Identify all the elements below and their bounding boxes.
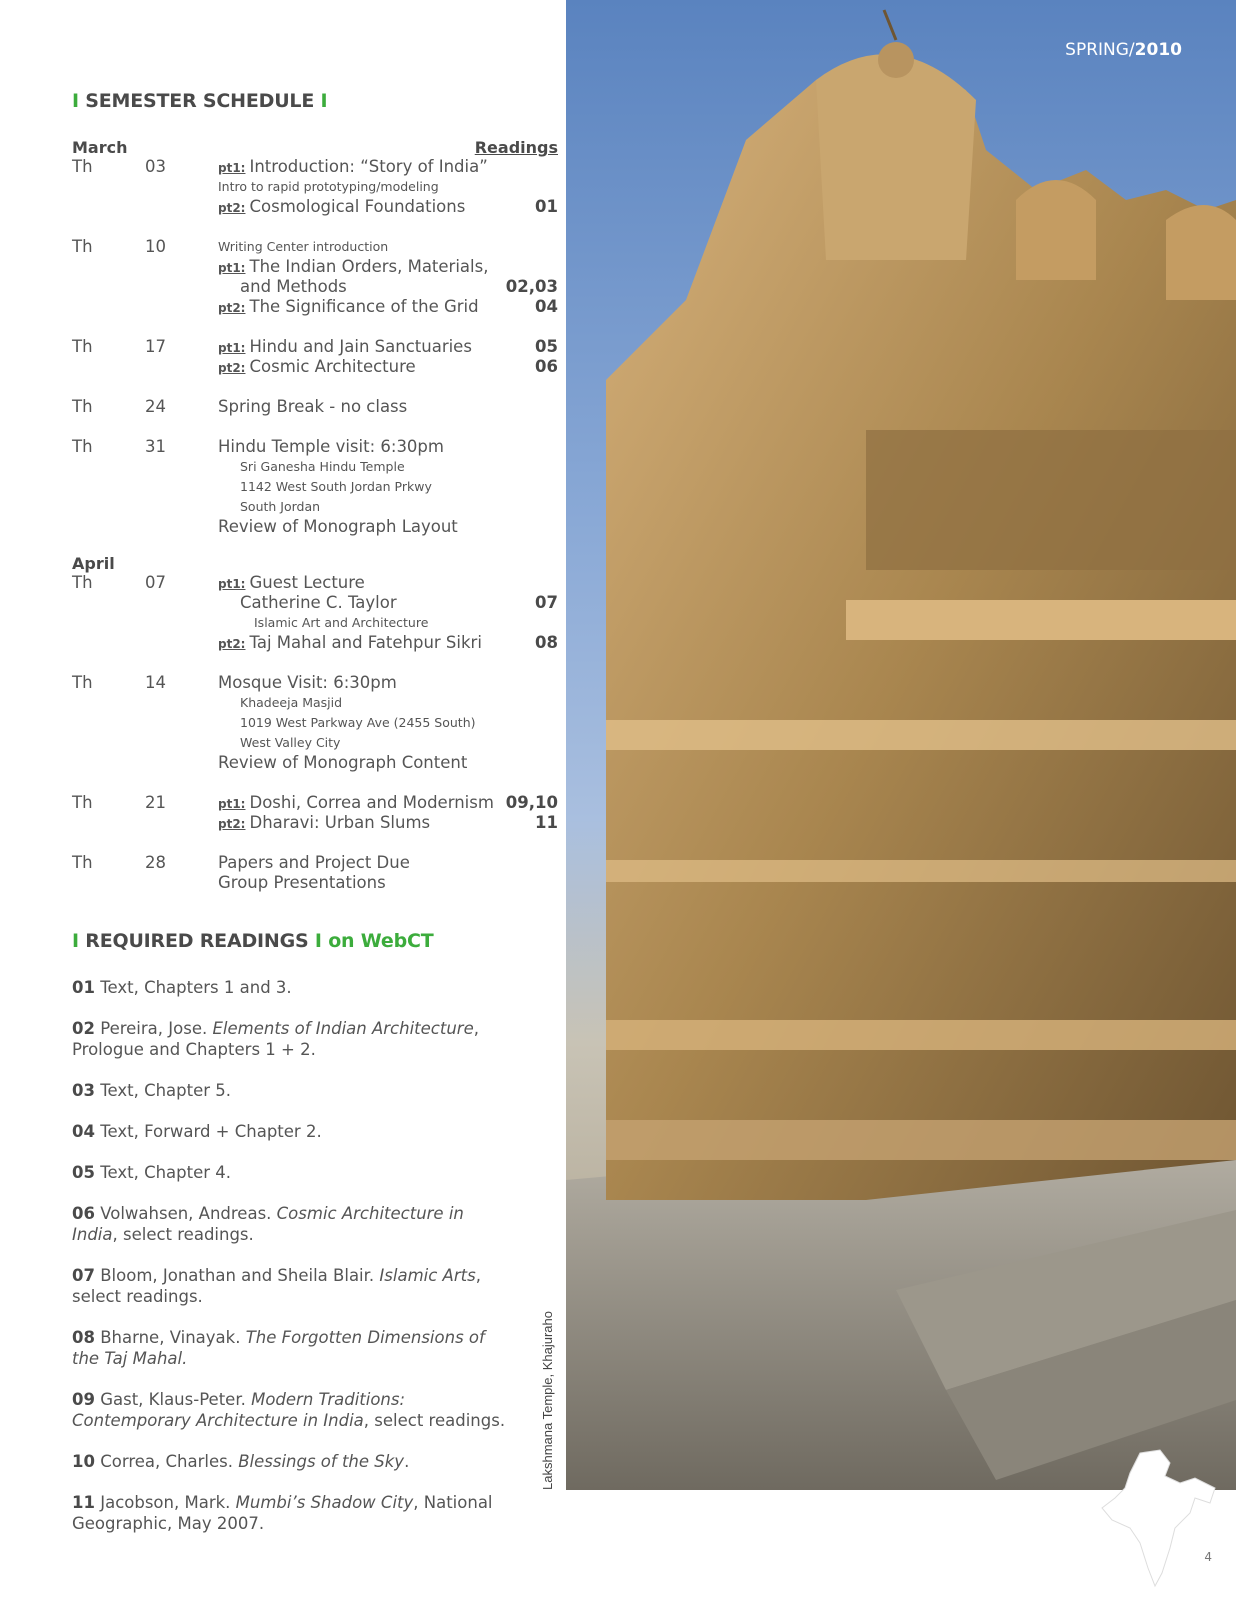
semester-label: SPRING/2010 [1065, 40, 1182, 60]
part-label: pt2: [218, 817, 246, 831]
session-title-cont: and Methods [240, 277, 347, 296]
reading-number: 05 [72, 1163, 95, 1182]
reading-number: 02 [72, 1019, 95, 1038]
session-title: Hindu and Jain Sanctuaries [249, 337, 472, 356]
schedule-entry [72, 853, 558, 913]
schedule-entry [72, 337, 558, 397]
entry-line [218, 237, 558, 257]
reading-author: Bloom, Jonathan and Sheila Blair. [100, 1266, 380, 1285]
entry-line [218, 873, 558, 893]
session-title-cont: Catherine C. Taylor [240, 593, 397, 612]
reading-title: The Forgotten Dimensions of the Taj Mahal. [72, 1328, 485, 1368]
entry-line [218, 337, 558, 357]
entry-line [218, 357, 558, 377]
temple-photo [566, 0, 1236, 1490]
reading-title: Elements of Indian Architecture [212, 1019, 474, 1038]
reading-author: Correa, Charles. [100, 1452, 239, 1471]
session-title: Hindu Temple visit: 6:30pm [218, 437, 444, 456]
reading-number: 07 [535, 593, 558, 612]
entry-date: 28 [145, 853, 166, 872]
entry-day: Th [72, 237, 93, 256]
part-label: pt1: [218, 341, 246, 355]
reading-author: Text, Forward + Chapter 2. [100, 1122, 322, 1141]
schedule-entry [72, 437, 558, 557]
entry-date: 14 [145, 673, 166, 692]
reading-number: 04 [535, 297, 558, 316]
entry-line [218, 693, 558, 713]
part-label: pt1: [218, 797, 246, 811]
reading-item [72, 1162, 512, 1183]
entry-date: 07 [145, 573, 166, 592]
part-label: pt2: [218, 301, 246, 315]
session-title: Guest Lecture [249, 573, 365, 592]
reading-number: 06 [72, 1204, 95, 1223]
session-title: Mosque Visit: 6:30pm [218, 673, 397, 692]
reading-title: Blessings of the Sky [238, 1452, 405, 1471]
entry-line [218, 753, 558, 773]
reading-detail: , Prologue and Chapters 1 + 2. [72, 1019, 479, 1059]
reading-item [72, 1018, 512, 1060]
entry-day: Th [72, 157, 93, 176]
reading-author: Jacobson, Mark. [100, 1493, 236, 1512]
entry-line [218, 397, 558, 417]
reading-item [72, 1327, 512, 1369]
reading-number: 01 [72, 978, 95, 997]
reading-detail: , select readings. [363, 1411, 506, 1430]
april-schedule [72, 573, 558, 913]
entry-line [218, 593, 558, 613]
reading-author: Gast, Klaus-Peter. [100, 1390, 252, 1409]
entry-date: 21 [145, 793, 166, 812]
reading-number: 10 [72, 1452, 95, 1471]
entry-line [218, 517, 558, 537]
session-title: The Indian Orders, Materials, [249, 257, 489, 276]
entry-line [218, 157, 558, 177]
reading-detail: . [404, 1452, 410, 1471]
reading-item [72, 1492, 512, 1534]
reading-author: Text, Chapter 4. [100, 1163, 232, 1182]
month-label-march: March [72, 138, 128, 157]
session-note: Intro to rapid prototyping/modeling [218, 179, 439, 194]
india-map-icon [1100, 1448, 1220, 1588]
entry-line [218, 793, 558, 813]
reading-item [72, 1203, 512, 1245]
reading-number: 05 [535, 337, 558, 356]
reading-item [72, 1389, 512, 1431]
session-title: Cosmic Architecture [249, 357, 416, 376]
reading-number: 07 [72, 1266, 95, 1285]
reading-author: Text, Chapters 1 and 3. [100, 978, 292, 997]
reading-title: Islamic Arts [379, 1266, 476, 1285]
reading-author: Text, Chapter 5. [100, 1081, 232, 1100]
reading-detail: , select readings. [112, 1225, 254, 1244]
temple-illustration [566, 0, 1236, 1490]
reading-title: Modern Traditions: Contemporary Architecture in India [72, 1390, 406, 1430]
part-label: pt2: [218, 637, 246, 651]
entry-line [218, 573, 558, 593]
entry-line [218, 457, 558, 477]
entry-day: Th [72, 397, 93, 416]
session-title: Doshi, Correa and Modernism [249, 793, 494, 812]
entry-date: 17 [145, 337, 166, 356]
entry-day: Th [72, 853, 93, 872]
entry-line [218, 853, 558, 873]
part-label: pt1: [218, 261, 246, 275]
session-title: Cosmological Foundations [249, 197, 466, 216]
entry-date: 31 [145, 437, 166, 456]
entry-date: 03 [145, 157, 166, 176]
entry-date: 10 [145, 237, 166, 256]
session-detail: Islamic Art and Architecture [254, 615, 429, 630]
entry-day: Th [72, 673, 93, 692]
entry-line [218, 613, 558, 633]
session-title: Review of Monograph Layout [218, 517, 458, 536]
entry-line [218, 177, 558, 197]
reading-detail: , select readings. [72, 1266, 481, 1306]
session-title: Spring Break - no class [218, 397, 408, 416]
reading-number: 08 [72, 1328, 95, 1347]
schedule-entry [72, 237, 558, 337]
entry-day: Th [72, 793, 93, 812]
session-title: Review of Monograph Content [218, 753, 468, 772]
schedule-entry [72, 793, 558, 853]
session-title: The Significance of the Grid [249, 297, 479, 316]
reading-item [72, 1265, 512, 1307]
reading-title: Cosmic Architecture in India [72, 1204, 464, 1244]
semester-schedule-heading: I SEMESTER SCHEDULE I [72, 90, 328, 112]
reading-author: Bharne, Vinayak. [100, 1328, 246, 1347]
reading-number: 09,10 [505, 793, 558, 812]
entry-line [218, 197, 558, 217]
march-schedule [72, 157, 558, 557]
session-title: Group Presentations [218, 873, 386, 892]
page-number: 4 [1204, 1550, 1212, 1564]
entry-line [218, 733, 558, 753]
part-label: pt2: [218, 201, 246, 215]
entry-day: Th [72, 573, 93, 592]
entry-line [218, 813, 558, 833]
part-label: pt2: [218, 361, 246, 375]
schedule-entry [72, 673, 558, 793]
session-detail: West Valley City [240, 735, 341, 750]
reading-author: Pereira, Jose. [100, 1019, 213, 1038]
reading-number: 03 [72, 1081, 95, 1100]
reading-detail: , National Geographic, May 2007. [72, 1493, 493, 1533]
month-label-april: April [72, 554, 115, 573]
entry-line [218, 497, 558, 517]
reading-number: 11 [535, 813, 558, 832]
session-detail: Khadeeja Masjid [240, 695, 343, 710]
reading-item [72, 1451, 512, 1472]
reading-title: Mumbi’s Shadow City [235, 1493, 414, 1512]
readings-list [72, 977, 512, 1554]
reading-author: Volwahsen, Andreas. [100, 1204, 277, 1223]
required-readings-heading: I REQUIRED READINGS I on WebCT [72, 930, 434, 952]
entry-line [218, 713, 558, 733]
readings-column-header: Readings [474, 138, 558, 157]
session-note: Writing Center introduction [218, 239, 389, 254]
session-detail: South Jordan [240, 499, 321, 514]
reading-item [72, 977, 512, 998]
session-detail: Sri Ganesha Hindu Temple [240, 459, 405, 474]
photo-caption: Lakshmana Temple, Khajuraho [540, 1311, 555, 1490]
reading-number: 09 [72, 1390, 95, 1409]
reading-number: 01 [535, 197, 558, 216]
reading-number: 11 [72, 1493, 95, 1512]
schedule-entry [72, 157, 558, 237]
schedule-column [0, 0, 566, 1600]
entry-line [218, 297, 558, 317]
entry-day: Th [72, 437, 93, 456]
session-detail: 1019 West Parkway Ave (2455 South) [240, 715, 476, 730]
entry-line [218, 673, 558, 693]
session-detail: 1142 West South Jordan Prkwy [240, 479, 432, 494]
reading-number: 04 [72, 1122, 95, 1141]
entry-line [218, 437, 558, 457]
reading-number: 02,03 [505, 277, 558, 296]
entry-line [218, 633, 558, 653]
entry-day: Th [72, 337, 93, 356]
reading-item [72, 1121, 512, 1142]
part-label: pt1: [218, 161, 246, 175]
session-title: Taj Mahal and Fatehpur Sikri [249, 633, 482, 652]
entry-line [218, 257, 558, 277]
entry-line [218, 477, 558, 497]
entry-date: 24 [145, 397, 166, 416]
reading-number: 08 [535, 633, 558, 652]
reading-item [72, 1080, 512, 1101]
entry-line [218, 277, 558, 297]
reading-number: 06 [535, 357, 558, 376]
session-title: Papers and Project Due [218, 853, 410, 872]
session-title: Introduction: “Story of India” [249, 157, 488, 176]
schedule-entry [72, 397, 558, 437]
schedule-entry [72, 573, 558, 673]
part-label: pt1: [218, 577, 246, 591]
session-title: Dharavi: Urban Slums [249, 813, 431, 832]
